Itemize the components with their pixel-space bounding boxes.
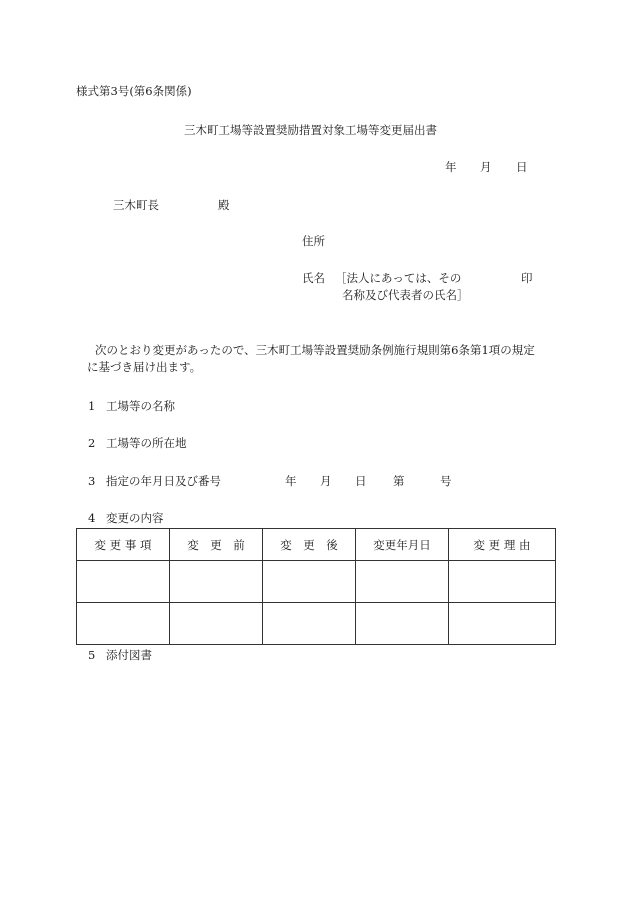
designation-dai: 第 <box>393 474 405 488</box>
form-number: 様式第3号(第6条関係) <box>76 84 192 98</box>
table-header-row <box>77 529 556 561</box>
item-number: 1 <box>88 399 96 413</box>
name-label: 氏名 <box>302 271 325 285</box>
item-label: 工場等の名称 <box>106 399 175 413</box>
date-year-label: 年 <box>445 160 457 174</box>
designation-day: 日 <box>355 474 367 488</box>
designation-month: 月 <box>320 474 332 488</box>
table-header-date: 変更年月日 <box>356 529 449 561</box>
table-cell[interactable] <box>449 603 556 645</box>
table-header-after: 変 更 後 <box>263 529 356 561</box>
item-label: 指定の年月日及び番号 <box>106 474 221 488</box>
change-table <box>76 528 556 645</box>
item-number: 2 <box>88 436 96 450</box>
table-cell[interactable] <box>170 603 263 645</box>
date-day-label: 日 <box>516 160 528 174</box>
designation-go: 号 <box>440 474 452 488</box>
addressee-honorific: 殿 <box>218 198 230 212</box>
body-line-2: に基づき届け出ます。 <box>87 360 202 374</box>
item-label: 工場等の所在地 <box>106 436 187 450</box>
seal-mark: 印 <box>521 271 533 285</box>
table-cell[interactable] <box>263 561 356 603</box>
table-header-item: 変 更 事 項 <box>77 529 170 561</box>
item-label: 変更の内容 <box>106 511 164 525</box>
address-label: 住所 <box>302 234 325 248</box>
item-label: 添付図書 <box>106 648 152 662</box>
table-cell[interactable] <box>170 561 263 603</box>
name-note-line2: 名称及び代表者の氏名］ <box>342 288 469 302</box>
item-number: 4 <box>88 511 96 525</box>
table-row <box>77 561 556 603</box>
table-header-before: 変 更 前 <box>170 529 263 561</box>
table-cell[interactable] <box>449 561 556 603</box>
table-cell[interactable] <box>356 603 449 645</box>
body-line-1: 次のとおり変更があったので、三木町工場等設置奨励条例施行規則第6条第1項の規定 <box>95 343 535 357</box>
table-header-reason: 変 更 理 由 <box>449 529 556 561</box>
item-number: 3 <box>88 474 96 488</box>
date-month-label: 月 <box>480 160 492 174</box>
table-cell[interactable] <box>356 561 449 603</box>
addressee-name: 三木町長 <box>113 198 159 212</box>
page-title: 三木町工場等設置奨励措置対象工場等変更届出書 <box>184 123 437 137</box>
table-cell[interactable] <box>77 603 170 645</box>
name-note-line1: ［法人にあっては、その <box>335 271 462 285</box>
table-row <box>77 603 556 645</box>
table-cell[interactable] <box>263 603 356 645</box>
table-cell[interactable] <box>77 561 170 603</box>
designation-year: 年 <box>285 474 297 488</box>
item-number: 5 <box>88 648 96 662</box>
